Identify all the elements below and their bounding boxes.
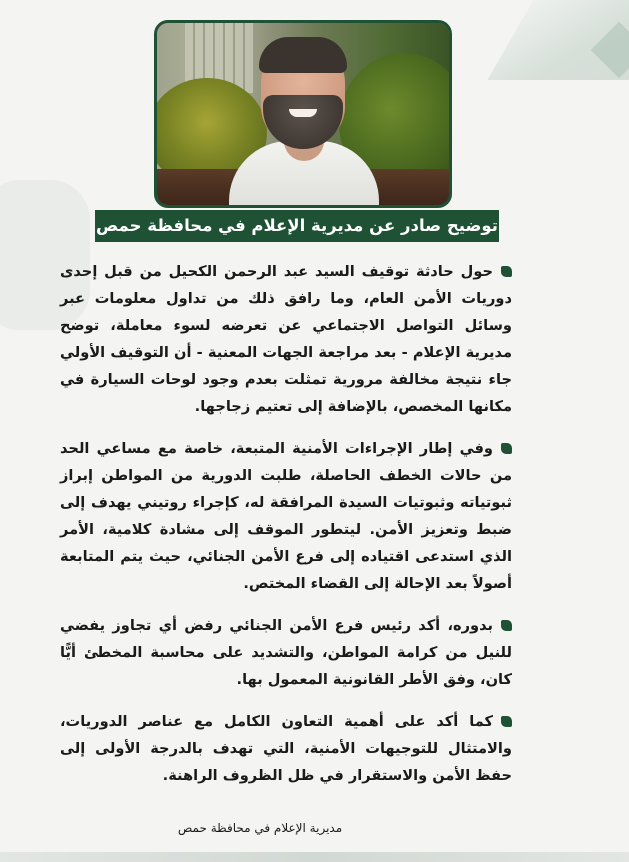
paragraph-text: حول حادثة توقيف السيد عبد الرحمن الكحيل من قبل إحدى دوريات الأمن العام، وما رافق ذلك من تداول معلومات عبر وسائل التواصل الاجتماعي عن تعرضه لسوء معاملة، توضح مديرية الإعلام - بعد مراجعة الجهات المعنية - أن التوقيف الأولي جاء نتيجة مخالفة مرورية تمثلت بعدم وجود لوحات السيارة في مكانها المخصص، بالإضافة إلى تعتيم زجاجها. <box>60 263 512 415</box>
paragraph-text: كما أكد على أهمية التعاون الكامل مع عناصر الدوريات، والامتثال للتوجيهات الأمنية، التي تهدف بالدرجة الأولى إلى حفظ الأمن والاستقرار في ظل الظروف الراهنة. <box>60 713 512 784</box>
paragraph-3 <box>60 612 512 693</box>
statement-heading: توضيح صادر عن مديرية الإعلام في محافظة حمص <box>95 210 499 242</box>
paragraph-2 <box>60 435 512 597</box>
statement-body <box>60 258 512 804</box>
paragraph-text: بدوره، أكد رئيس فرع الأمن الجنائي رفض أي تجاوز يفضي للنيل من كرامة المواطن، والتشديد على محاسبة المخطئ أيًّا كان، وفق الأطر القانونية المعمول بها. <box>60 617 512 688</box>
paragraph-4 <box>60 708 512 789</box>
leaf-bullet-icon <box>501 620 512 631</box>
paragraph-1 <box>60 258 512 420</box>
paragraph-text: وفي إطار الإجراءات الأمنية المتبعة، خاصة مع مساعي الحد من حالات الخطف الحاصلة، طلبت الدورية من المواطن إبراز ثبوتياته وثبوتيات السيدة المرافقة له، كإجراء روتيني يهدف إلى ضبط وتعزيز الأمن. ليتطور الموقف إلى مشادة كلامية، الأمر الذي استدعى اقتياده إلى فرع الأمن الجنائي، حيث يتم المتابعة أصولاً بعد الإحالة إلى القضاء المختص. <box>60 440 512 592</box>
leaf-bullet-icon <box>501 443 512 454</box>
bottom-decorative-band <box>0 852 629 862</box>
leaf-bullet-icon <box>501 266 512 277</box>
portrait-photo <box>154 20 452 208</box>
signature: مديرية الإعلام في محافظة حمص <box>177 821 343 835</box>
leaf-bullet-icon <box>501 716 512 727</box>
